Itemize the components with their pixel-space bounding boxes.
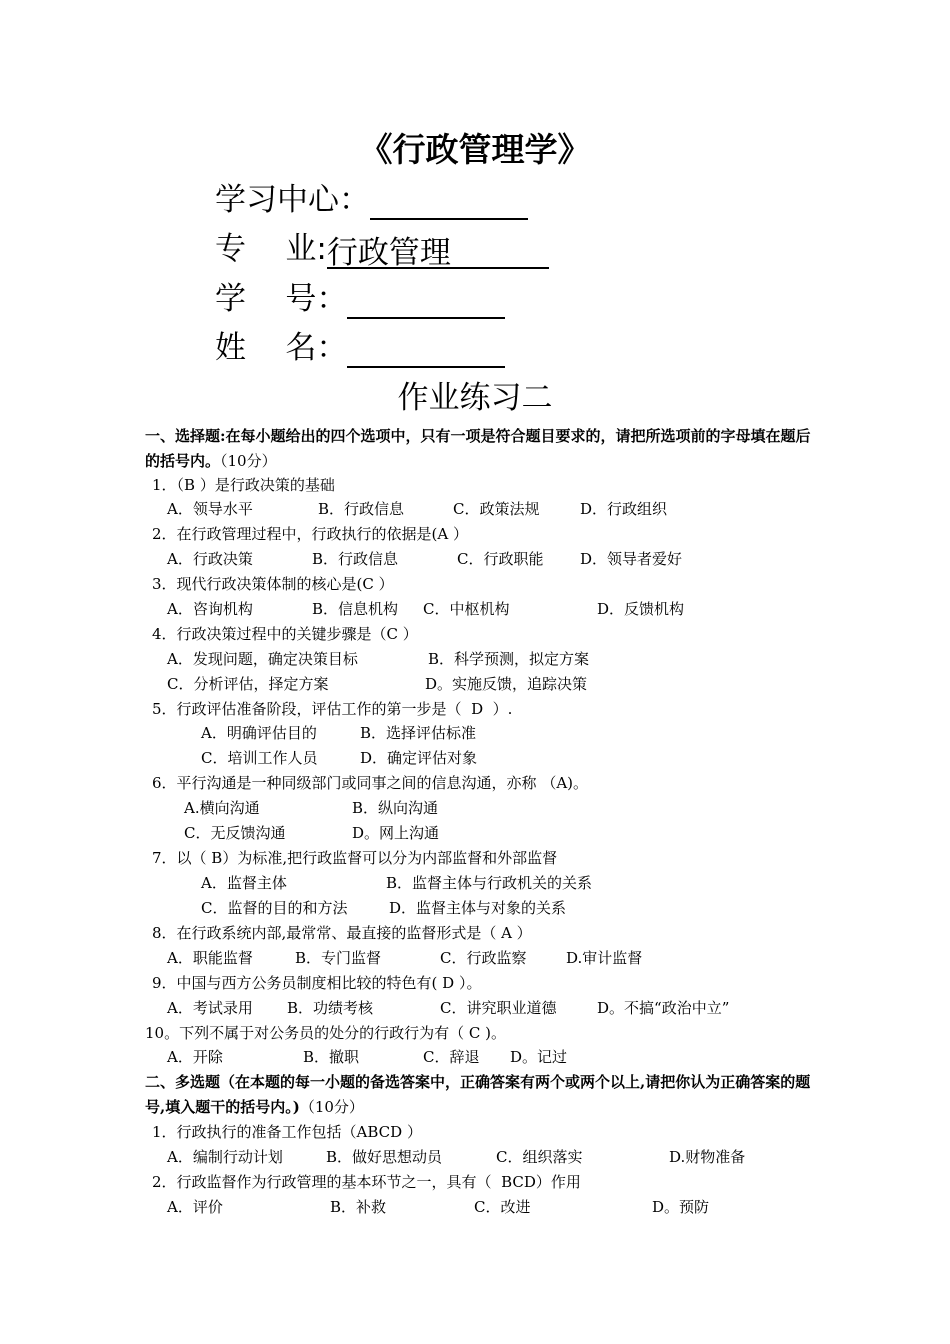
- option: D．行政组织: [580, 500, 668, 518]
- student-id-label: 学 号：: [215, 281, 348, 317]
- option: B．科学预测，拟定方案: [428, 650, 590, 668]
- question-stem: 9．中国与西方公务员制度相比较的特色有( D ）。: [152, 974, 482, 992]
- question-stem: 10。下列不属于对公务员的处分的行政行为有（ C )。: [145, 1024, 506, 1042]
- option: B．纵向沟通: [352, 799, 439, 817]
- option: A．编制行动计划: [167, 1148, 283, 1166]
- name-field: [215, 328, 505, 368]
- section2-header: [145, 1070, 815, 1120]
- option: C．中枢机构: [423, 600, 510, 618]
- course-title: 《行政管理学》: [359, 130, 591, 169]
- option: D。记过: [510, 1048, 568, 1066]
- option: D.财物准备: [669, 1148, 746, 1166]
- option: A．监督主体: [201, 874, 287, 892]
- section2-points: （10分）: [299, 1098, 364, 1116]
- option: C．辞退: [423, 1048, 480, 1066]
- option: D。实施反馈，追踪决策: [425, 675, 588, 693]
- option: C．培训工作人员: [201, 749, 318, 767]
- option: C．行政职能: [457, 550, 544, 568]
- section1-header: [145, 424, 815, 474]
- option: B．行政信息: [318, 500, 405, 518]
- option: D.审计监督: [566, 949, 643, 967]
- option: B．监督主体与行政机关的关系: [386, 874, 593, 892]
- question-stem: 1．行政执行的准备工作包括（ABCD ）: [152, 1123, 422, 1141]
- option: D．监督主体与对象的关系: [389, 899, 567, 917]
- major-field: [215, 229, 549, 269]
- option: A．考试录用: [167, 999, 253, 1017]
- student-id-blank[interactable]: [347, 283, 505, 319]
- option: B．专门监督: [295, 949, 382, 967]
- option: A．领导水平: [167, 500, 253, 518]
- study-center-label: 学习中心：: [215, 182, 370, 218]
- study-center-blank[interactable]: [370, 184, 528, 220]
- option: C．组织落实: [496, 1148, 583, 1166]
- question-stem: 1．（B ）是行政决策的基础: [152, 476, 335, 494]
- major-label: 专 业:: [215, 231, 327, 267]
- option: D。网上沟通: [352, 824, 440, 842]
- option: C．无反馈沟通: [184, 824, 286, 842]
- question-stem: 8．在行政系统内部,最常常、最直接的监督形式是（ A ）: [152, 924, 532, 942]
- option: C．讲究职业道德: [440, 999, 557, 1017]
- study-center-field: [215, 180, 528, 220]
- option: C．政策法规: [453, 500, 540, 518]
- question-stem: 3．现代行政决策体制的核心是(C ）: [152, 575, 394, 593]
- option: D．确定评估对象: [360, 749, 478, 767]
- section1-header-text: 一、选择题:在每小题给出的四个选项中，只有一项是符合题目要求的，请把所选项前的字母填在题后的括号内。: [145, 427, 811, 470]
- question-stem: 2．行政监督作为行政管理的基本环节之一，具有（ BCD）作用: [152, 1173, 581, 1191]
- option: A.横向沟通: [184, 799, 260, 817]
- option: B．选择评估标准: [360, 724, 477, 742]
- section1-points: （10分）: [220, 452, 277, 470]
- option: C．改进: [474, 1198, 531, 1216]
- assignment-title: 作业练习二: [397, 380, 553, 416]
- option: A．咨询机构: [167, 600, 253, 618]
- option: A．开除: [167, 1048, 223, 1066]
- option: D．领导者爱好: [580, 550, 683, 568]
- option: C．监督的目的和方法: [201, 899, 348, 917]
- option: B．信息机构: [312, 600, 399, 618]
- option: A．评价: [167, 1198, 223, 1216]
- name-label: 姓 名：: [215, 330, 348, 366]
- option: B．补救: [330, 1198, 387, 1216]
- option: A．发现问题，确定决策目标: [167, 650, 358, 668]
- option: A．职能监督: [167, 949, 253, 967]
- option: D．反馈机构: [597, 600, 685, 618]
- section2-header-text: 二、多选题（在本题的每一小题的备选答案中，正确答案有两个或两个以上,请把你认为正确答案的题号,填入题干的括号内。): [145, 1073, 811, 1116]
- option: C．分析评估，择定方案: [167, 675, 329, 693]
- option: D。不搞“政治中立”: [597, 999, 730, 1017]
- question-stem: 5．行政评估准备阶段，评估工作的第一步是（ D ）.: [152, 700, 513, 718]
- question-stem: 7．以（ B）为标准,把行政监督可以分为内部监督和外部监督: [152, 849, 558, 867]
- option: D。预防: [652, 1198, 710, 1216]
- option: B．行政信息: [312, 550, 399, 568]
- name-blank[interactable]: [347, 332, 505, 368]
- question-stem: 2．在行政管理过程中，行政执行的依据是(A ）: [152, 525, 468, 543]
- question-stem: 6．平行沟通是一种同级部门或同事之间的信息沟通，亦称 （A)。: [152, 774, 588, 792]
- question-stem: 4．行政决策过程中的关键步骤是（C ）: [152, 625, 418, 643]
- option: B．做好思想动员: [326, 1148, 443, 1166]
- option: A．行政决策: [167, 550, 253, 568]
- student-id-field: [215, 279, 505, 319]
- option: B．撤职: [303, 1048, 360, 1066]
- option: C．行政监察: [440, 949, 527, 967]
- option: B．功绩考核: [287, 999, 374, 1017]
- major-value[interactable]: 行政管理: [327, 233, 549, 269]
- option: A．明确评估目的: [201, 724, 317, 742]
